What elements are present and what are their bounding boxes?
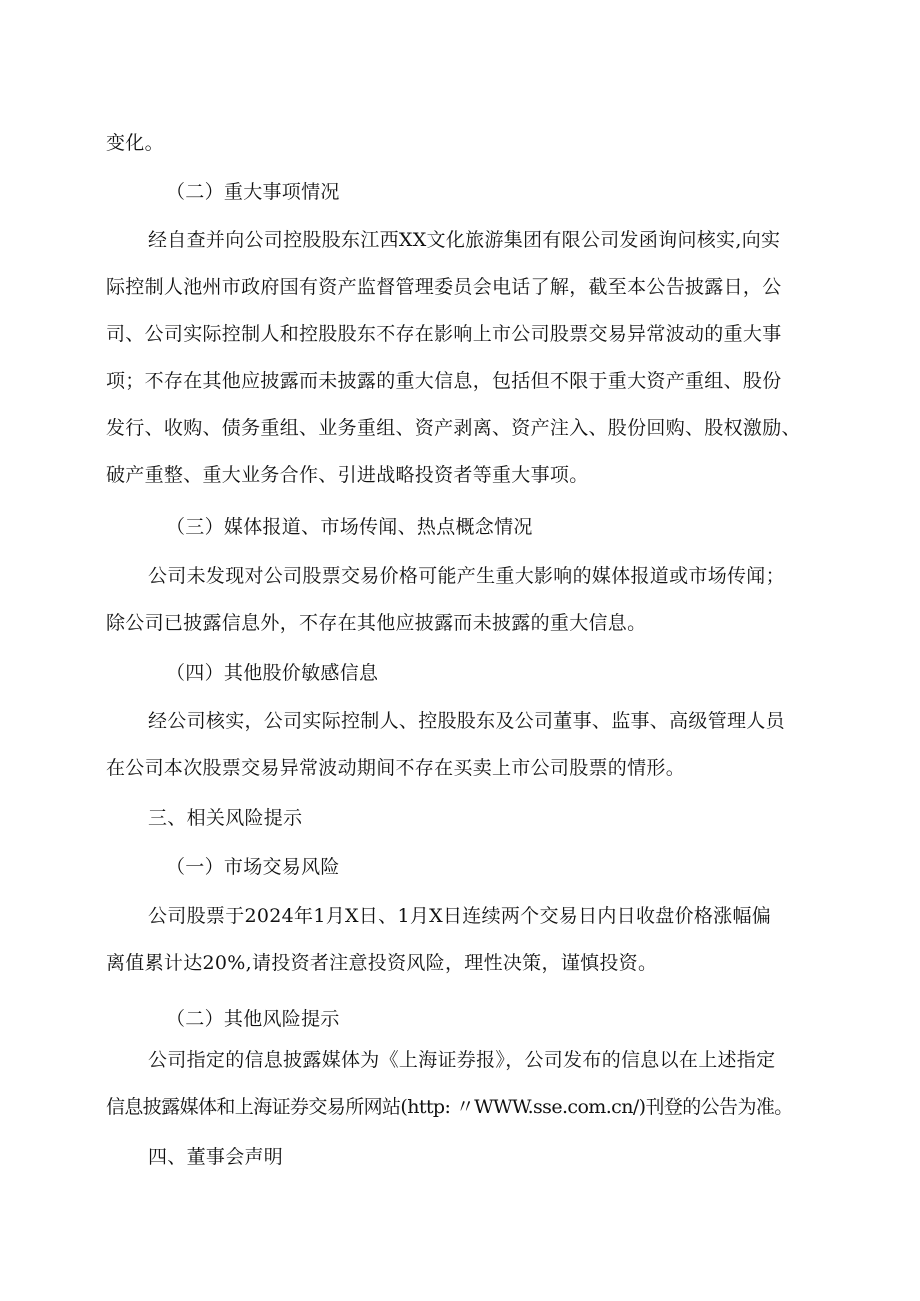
text-line: 司、公司实际控制人和控股股东不存在影响上市公司股票交易异常波动的重大事 bbox=[106, 323, 782, 345]
heading-text: 三、相关风险提示 bbox=[148, 807, 303, 829]
text-line: 发行、收购、债务重组、业务重组、资产剥离、资产注入、股份回购、股权激励、 bbox=[106, 417, 801, 439]
paragraph-market-risk bbox=[106, 893, 830, 987]
text-line: 际控制人池州市政府国有资产监督管理委员会电话了解，截至本公告披露日，公 bbox=[106, 276, 782, 298]
heading-text: （一）市场交易风险 bbox=[166, 856, 340, 878]
heading-other-risk bbox=[106, 996, 830, 1043]
text-line: 公司未发现对公司股票交易价格可能产生重大影响的媒体报道或市场传闻； bbox=[148, 565, 785, 587]
heading-text: （三）媒体报道、市场传闻、热点概念情况 bbox=[166, 516, 533, 538]
text-line: 破产重整、重大业务合作、引进战略投资者等重大事项。 bbox=[106, 464, 589, 486]
paragraph-continuation bbox=[106, 120, 830, 167]
text-line: 在公司本次股票交易异常波动期间不存在买卖上市公司股票的情形。 bbox=[106, 757, 686, 779]
heading-risk bbox=[106, 795, 830, 842]
paragraph-media bbox=[106, 553, 830, 647]
heading-media bbox=[106, 504, 830, 551]
text-line: 公司指定的信息披露媒体为《上海证券报》，公司发布的信息以在上述指定 bbox=[148, 1049, 776, 1071]
text-line: 变化。 bbox=[106, 132, 164, 154]
heading-major-events bbox=[106, 169, 830, 216]
text-line: 经公司核实，公司实际控制人、控股股东及公司董事、监事、高级管理人员 bbox=[148, 710, 785, 732]
paragraph-major-events bbox=[106, 217, 830, 499]
heading-text: （二）重大事项情况 bbox=[166, 181, 340, 203]
text-line: 经自查并向公司控股股东江西XX文化旅游集团有限公司发函询问核实,向实 bbox=[148, 229, 781, 251]
heading-sensitive-info bbox=[106, 650, 830, 697]
text-line: 除公司已披露信息外，不存在其他应披露而未披露的重大信息。 bbox=[106, 612, 647, 634]
paragraph-other-risk bbox=[106, 1037, 830, 1131]
heading-text: 四、董事会声明 bbox=[148, 1146, 284, 1168]
text-line: 信息披露媒体和上海证券交易所网站(http: 〃WWW.sse.com.cn/)刊登的公告为准。 bbox=[106, 1096, 793, 1118]
heading-text: （四）其他股价敏感信息 bbox=[166, 662, 379, 684]
text-line: 离值累计达20%,请投资者注意投资风险，理性决策，谨慎投资。 bbox=[106, 952, 658, 974]
paragraph-sensitive-info bbox=[106, 698, 830, 792]
text-line: 公司股票于2024年1月X日、1月X日连续两个交易日内日收盘价格涨幅偏 bbox=[148, 905, 772, 927]
heading-text: （二）其他风险提示 bbox=[166, 1008, 340, 1030]
heading-market-risk bbox=[106, 844, 830, 891]
heading-board-statement bbox=[106, 1134, 830, 1181]
text-line: 项；不存在其他应披露而未披露的重大信息，包括但不限于重大资产重组、股份 bbox=[106, 370, 782, 392]
